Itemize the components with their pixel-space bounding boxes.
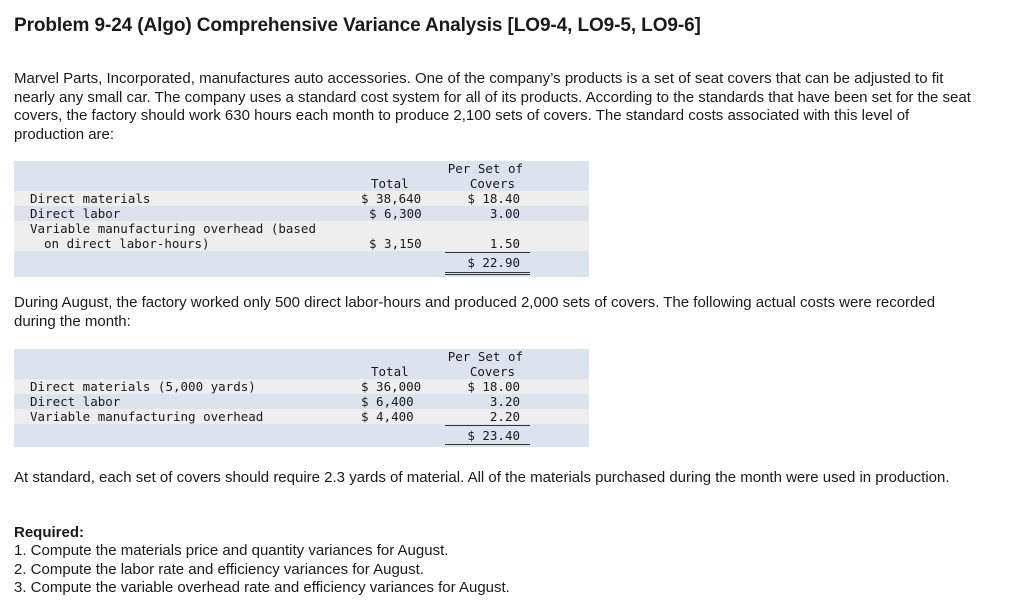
row-total: $ 6,400 [361, 394, 414, 409]
subtotal-rule [445, 252, 530, 253]
row-total: $ 36,000 [361, 379, 422, 394]
row-label-continued: on direct labor-hours) [44, 236, 210, 251]
table-header-row [14, 176, 589, 191]
row-per-set: 3.00 [489, 206, 520, 221]
grand-total-per-set: $ 23.40 [467, 428, 520, 443]
row-label: Direct labor [30, 394, 121, 409]
table-row [14, 409, 589, 424]
required-item: 1. Compute the materials price and quantity variances for August. [14, 542, 449, 559]
header-covers: Covers [469, 364, 515, 379]
actual-cost-table [14, 349, 589, 447]
table-header-row [14, 364, 589, 379]
row-per-set: 3.20 [489, 394, 520, 409]
row-label: Direct materials (5,000 yards) [30, 379, 256, 394]
intro-paragraph: Marvel Parts, Incorporated, manufactures auto accessories. One of the company’s products is a set of seat covers that can be adjusted to fit nearly any small car. The company uses a standard cost system for all of its products. According to the standards that have been set for the seat covers, the factory should work 630 hours each month to produce 2,100 sets of covers. The standard costs associated with this level of production are: [14, 70, 971, 143]
standard-cost-table [14, 161, 589, 277]
subtotal-rule [445, 425, 530, 426]
table-row [14, 394, 589, 409]
standard-paragraph: At standard, each set of covers should require 2.3 yards of material. All of the materials purchased during the month were used in production. [14, 469, 950, 486]
table-row [14, 191, 589, 206]
row-label: Direct materials [30, 191, 151, 206]
required-heading: Required: [14, 524, 85, 541]
row-per-set: 2.20 [489, 409, 520, 424]
row-per-set: 1.50 [489, 236, 520, 251]
table-header-row [14, 349, 589, 364]
row-per-set: $ 18.00 [467, 379, 520, 394]
header-total: Total [371, 364, 409, 379]
header-per-set: Per Set of [447, 161, 523, 176]
page-title: Problem 9-24 (Algo) Comprehensive Variance Analysis [LO9-4, LO9-5, LO9-6] [14, 15, 701, 36]
header-per-set: Per Set of [447, 349, 523, 364]
row-label: Variable manufacturing overhead (based [30, 221, 316, 236]
header-covers: Covers [469, 176, 515, 191]
row-total: $ 4,400 [361, 409, 414, 424]
row-label: Direct labor [30, 206, 121, 221]
table-row [14, 206, 589, 221]
total-double-rule-top [445, 444, 530, 445]
required-list [14, 542, 510, 598]
row-total: $ 3,150 [369, 236, 422, 251]
table-row [14, 236, 589, 251]
table-row [14, 379, 589, 394]
august-paragraph: During August, the factory worked only 500 direct labor-hours and produced 2,000 sets of covers. The following actual costs were recorded during the month: [14, 294, 936, 330]
required-item: 2. Compute the labor rate and efficiency variances for August. [14, 560, 424, 578]
table-total-row [14, 255, 589, 270]
row-per-set: $ 18.40 [467, 191, 520, 206]
required-item: 3. Compute the variable overhead rate and efficiency variances for August. [14, 579, 510, 596]
header-total: Total [371, 176, 409, 191]
table-header-row [14, 161, 589, 176]
table-row [14, 221, 589, 236]
row-total: $ 38,640 [361, 191, 422, 206]
total-double-rule-top [445, 272, 530, 273]
table-total-row [14, 428, 589, 443]
row-total: $ 6,300 [369, 206, 422, 221]
total-double-rule-bottom [445, 274, 530, 275]
row-label: Variable manufacturing overhead [30, 409, 264, 424]
grand-total-per-set: $ 22.90 [467, 255, 520, 270]
